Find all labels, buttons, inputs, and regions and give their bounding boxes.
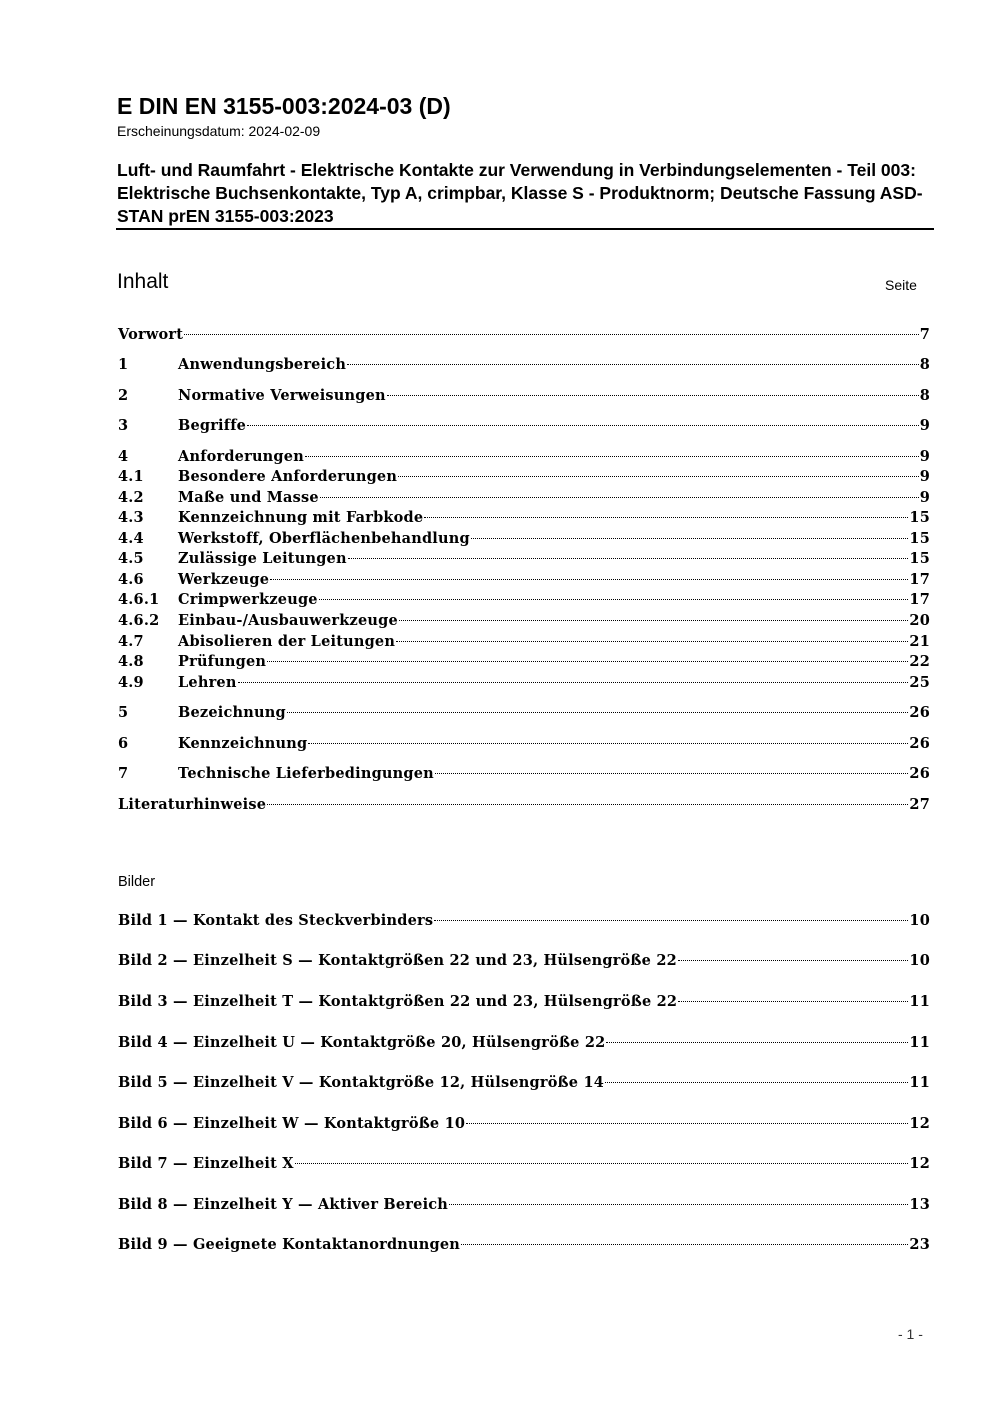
dot-leader (348, 558, 909, 559)
toc-entry-label: Bild 7 — Einzelheit X (118, 1155, 294, 1172)
toc-entry-number: 1 (118, 356, 129, 373)
toc-entry-page: 12 (909, 1115, 930, 1132)
toc-entry-page: 9 (919, 448, 930, 465)
toc-entry-label: Kennzeichnung (178, 735, 308, 752)
dot-leader (461, 1244, 908, 1245)
toc-entry[interactable] (118, 652, 930, 672)
toc-entry-page: 25 (909, 674, 930, 691)
toc-entry[interactable] (118, 325, 930, 345)
dot-leader (399, 620, 909, 621)
toc-entry-page: 10 (909, 912, 930, 929)
toc-entry-number: 4.5 (118, 550, 144, 567)
toc-entry[interactable] (118, 386, 930, 406)
toc-entry[interactable] (118, 508, 930, 528)
toc-entry[interactable] (118, 447, 930, 467)
toc-entry[interactable] (118, 673, 930, 693)
toc-entry[interactable] (118, 703, 930, 723)
toc-entry-page: 23 (909, 1236, 930, 1253)
toc-entry-label: Abisolieren der Leitungen (178, 633, 396, 650)
toc-entry-page: 11 (909, 993, 930, 1010)
toc-entry-label: Maße und Masse (178, 489, 319, 506)
dot-leader (295, 1163, 909, 1164)
toc-entry-page: 11 (909, 1034, 930, 1051)
toc-entry-number: 3 (118, 417, 129, 434)
toc-entry-page: 12 (909, 1155, 930, 1172)
toc-entry-page: 17 (909, 571, 930, 588)
dot-leader (398, 476, 919, 477)
toc-entry-page: 26 (909, 735, 930, 752)
toc-entry-label: Werkzeuge (178, 571, 270, 588)
toc-entry-label: Bild 6 — Einzelheit W — Kontaktgröße 10 (118, 1115, 466, 1132)
toc-entry-page: 15 (909, 550, 930, 567)
dot-leader (466, 1123, 908, 1124)
toc-entry[interactable] (118, 467, 930, 487)
toc-entry-label: Bild 8 — Einzelheit Y — Aktiver Bereich (118, 1196, 449, 1213)
toc-entry-page: 10 (909, 952, 930, 969)
toc-entry-label: Anforderungen (178, 448, 304, 465)
toc-entry-page: 8 (919, 387, 930, 404)
figure-entry[interactable] (118, 911, 930, 931)
toc-entry[interactable] (118, 549, 930, 569)
toc-entry-label: Bild 2 — Einzelheit S — Kontaktgrößen 22 und 23, Hülsengröße 22 (118, 952, 677, 969)
toc-entry-label: Bezeichnung (178, 704, 286, 721)
toc-entry-page: 15 (909, 509, 930, 526)
toc-entry-page: 9 (919, 468, 930, 485)
toc-entry-label: Begriffe (178, 417, 247, 434)
dot-leader (347, 364, 919, 365)
toc-entry-page: 22 (909, 653, 930, 670)
toc-entry-number: 4.4 (118, 530, 144, 547)
toc-entry-label: Einbau-/Ausbauwerkzeuge (178, 612, 398, 629)
figure-entry[interactable] (118, 1114, 930, 1134)
toc-entry-label: Technische Lieferbedingungen (178, 765, 434, 782)
toc-entry-number: 2 (118, 387, 129, 404)
dot-leader (184, 334, 919, 335)
toc-entry-page: 27 (909, 796, 930, 813)
toc-entry-number: 4.6.2 (118, 612, 160, 629)
dot-leader (396, 641, 908, 642)
toc-entry-label: Anwendungsbereich (178, 356, 347, 373)
toc-entry[interactable] (118, 611, 930, 631)
dot-leader (606, 1042, 908, 1043)
toc-entry-label: Bild 4 — Einzelheit U — Kontaktgröße 20, Hülsengröße 22 (118, 1034, 606, 1051)
toc-entry-label: Zulässige Leitungen (178, 550, 347, 567)
figure-entry[interactable] (118, 1073, 930, 1093)
toc-entry-label: Bild 3 — Einzelheit T — Kontaktgrößen 22 und 23, Hülsengröße 22 (118, 993, 678, 1010)
figure-entry[interactable] (118, 1033, 930, 1053)
toc-entry-number: 7 (118, 765, 129, 782)
toc-entry-number: 4.7 (118, 633, 144, 650)
toc-entry-number: 4.2 (118, 489, 144, 506)
toc-entry-label: Literaturhinweise (118, 796, 267, 813)
toc-entry-label: Normative Verweisungen (178, 387, 386, 404)
toc-entry-page: 21 (909, 633, 930, 650)
dot-leader (605, 1082, 908, 1083)
dot-leader (435, 773, 909, 774)
toc-entry-page: 17 (909, 591, 930, 608)
figures-heading: Bilder (118, 874, 156, 890)
toc-entry-page: 15 (909, 530, 930, 547)
toc-entry-page: 8 (919, 356, 930, 373)
toc-entry[interactable] (118, 590, 930, 610)
toc-entry-page: 26 (909, 765, 930, 782)
toc-entry-label: Lehren (178, 674, 237, 691)
title-divider (116, 228, 934, 230)
toc-entry[interactable] (118, 355, 930, 375)
dot-leader (267, 804, 908, 805)
dot-leader (238, 682, 909, 683)
dot-leader (678, 1001, 908, 1002)
dot-leader (247, 425, 919, 426)
toc-entry-label: Werkstoff, Oberflächenbehandlung (178, 530, 470, 547)
toc-entry-number: 6 (118, 735, 129, 752)
toc-heading: Inhalt (117, 270, 169, 293)
toc-entry-number: 4.6 (118, 571, 144, 588)
dot-leader (305, 456, 919, 457)
toc-entry[interactable] (118, 764, 930, 784)
toc-entry-label: Vorwort (118, 326, 184, 343)
toc-entry-number: 4.3 (118, 509, 144, 526)
dot-leader (424, 517, 908, 518)
toc-entry[interactable] (118, 632, 930, 652)
toc-entry-number: 5 (118, 704, 129, 721)
document-title: E DIN EN 3155-003:2024-03 (D) (117, 93, 451, 119)
toc-entry-page: 7 (919, 326, 930, 343)
toc-entry[interactable] (118, 529, 930, 549)
page-column-label: Seite (885, 277, 917, 293)
figure-entry[interactable] (118, 1154, 930, 1174)
publication-date: Erscheinungsdatum: 2024-02-09 (117, 123, 321, 139)
toc-entry-page: 26 (909, 704, 930, 721)
toc-entry[interactable] (118, 795, 930, 815)
dot-leader (320, 497, 919, 498)
document-subtitle: Luft- und Raumfahrt - Elektrische Kontakte zur Verwendung in Verbindungselementen - Teil 003: Elektrische Buchsenkontakte, Typ A, crimpbar, Klasse S - Produktnorm; Deutsche Fassung ASD-STAN prEN 3155-003:2023 (117, 160, 923, 226)
toc-entry-label: Besondere Anforderungen (178, 468, 398, 485)
toc-entry-number: 4 (118, 448, 129, 465)
toc-entry-page: 11 (909, 1074, 930, 1091)
dot-leader (449, 1204, 908, 1205)
dot-leader (434, 920, 908, 921)
dot-leader (471, 538, 909, 539)
page-number: - 1 - (898, 1326, 923, 1342)
toc-entry-page: 20 (909, 612, 930, 629)
dot-leader (387, 395, 919, 396)
toc-entry-page: 13 (909, 1196, 930, 1213)
figure-entry[interactable] (118, 992, 930, 1012)
toc-entry-label: Bild 1 — Kontakt des Steckverbinders (118, 912, 434, 929)
dot-leader (319, 599, 909, 600)
toc-entry-page: 9 (919, 417, 930, 434)
toc-entry-number: 4.6.1 (118, 591, 160, 608)
toc-entry-label: Prüfungen (178, 653, 267, 670)
toc-entry-label: Bild 9 — Geeignete Kontaktanordnungen (118, 1236, 461, 1253)
toc-entry-page: 9 (919, 489, 930, 506)
dot-leader (267, 661, 908, 662)
toc-entry[interactable] (118, 734, 930, 754)
toc-entry-label: Bild 5 — Einzelheit V — Kontaktgröße 12, Hülsengröße 14 (118, 1074, 605, 1091)
toc-entry-number: 4.9 (118, 674, 144, 691)
toc-entry-number: 4.1 (118, 468, 144, 485)
toc-entry-label: Kennzeichnung mit Farbkode (178, 509, 424, 526)
dot-leader (287, 712, 909, 713)
dot-leader (270, 579, 908, 580)
figure-entry[interactable] (118, 951, 930, 971)
dot-leader (678, 960, 909, 961)
toc-entry[interactable] (118, 488, 930, 508)
toc-entry-number: 4.8 (118, 653, 144, 670)
toc-entry[interactable] (118, 570, 930, 590)
figure-entry[interactable] (118, 1195, 930, 1215)
dot-leader (308, 743, 908, 744)
figure-entry[interactable] (118, 1235, 930, 1255)
toc-entry[interactable] (118, 416, 930, 436)
toc-entry-label: Crimpwerkzeuge (178, 591, 318, 608)
